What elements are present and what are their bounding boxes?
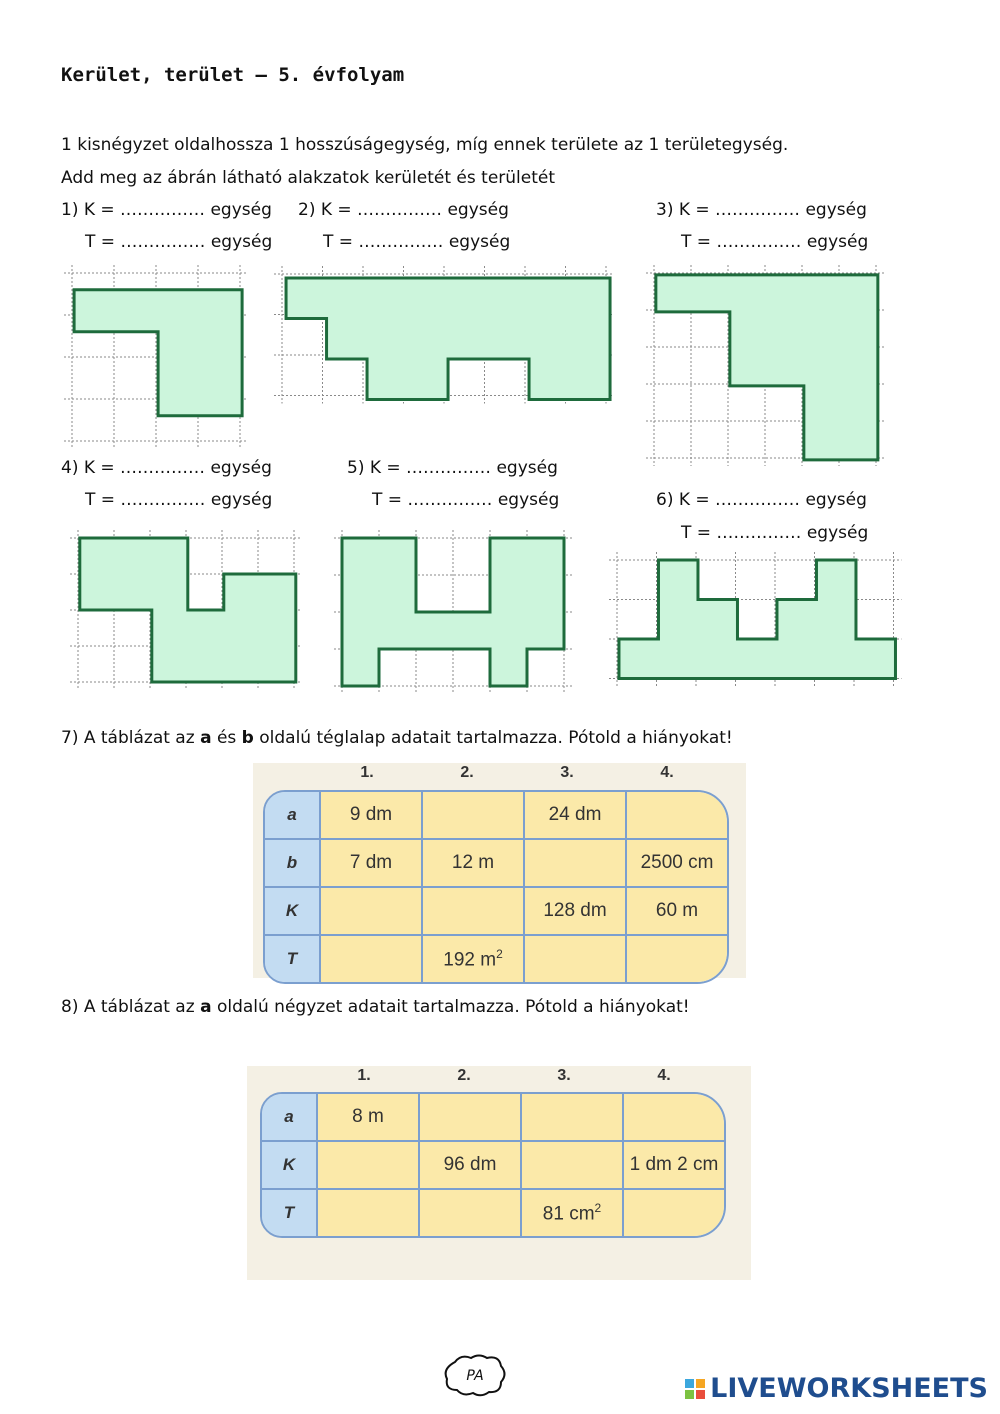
table-8-col-3: 3. xyxy=(557,1067,571,1084)
table-7-cell xyxy=(321,936,423,982)
table-7-cell xyxy=(423,888,525,936)
table-8 xyxy=(260,1092,726,1238)
table-8-row-label: K xyxy=(262,1142,318,1190)
table-7-col-3: 3. xyxy=(560,764,574,781)
table-7-cell: 2500 cm xyxy=(627,840,727,888)
table-7-cell xyxy=(627,792,727,840)
table-8-cell: 96 dm xyxy=(420,1142,522,1190)
table-7-cell: 60 m xyxy=(627,888,727,936)
table-7-cell: 7 dm xyxy=(321,840,423,888)
task-8-text: 8) A táblázat az a oldalú négyzet adatait tartalmazza. Pótold a hiányokat! xyxy=(61,997,690,1017)
table-8-cell xyxy=(420,1190,522,1236)
task-6-perimeter: 6) K = …………… egység xyxy=(656,490,867,510)
shape-6-grid xyxy=(609,552,909,692)
intro-line-2: Add meg az ábrán látható alakzatok kerületét és területét xyxy=(61,168,556,188)
shape-3-grid xyxy=(646,265,896,470)
table-8-cell xyxy=(624,1094,724,1142)
table-7-cell xyxy=(627,936,727,982)
table-8-cell xyxy=(420,1094,522,1142)
table-7-cell: 24 dm xyxy=(525,792,627,840)
task-4-perimeter: 4) K = …………… egység xyxy=(61,458,272,478)
table-7-row xyxy=(265,792,727,840)
table-8-row xyxy=(262,1190,724,1236)
table-7-cell: 9 dm xyxy=(321,792,423,840)
shape-outline xyxy=(80,538,296,682)
table-7-cell: 12 m xyxy=(423,840,525,888)
table-7-row-label: T xyxy=(265,936,321,982)
task-1-area: T = …………… egység xyxy=(85,232,273,252)
table-8-cell: 1 dm 2 cm xyxy=(624,1142,724,1190)
table-7-row-label: b xyxy=(265,840,321,888)
task-3-perimeter: 3) K = …………… egység xyxy=(656,200,867,220)
liveworksheets-logo-icon xyxy=(685,1379,705,1399)
shape-5-grid xyxy=(334,530,574,695)
shape-outline xyxy=(656,275,878,460)
table-8-cell: 81 $cm^2$ xyxy=(522,1190,624,1236)
task-3-area: T = …………… egység xyxy=(681,232,869,252)
table-7 xyxy=(263,790,729,984)
table-8-row-label: a xyxy=(262,1094,318,1142)
table-7-column-headers xyxy=(317,764,717,782)
table-8-cell xyxy=(318,1142,420,1190)
intro-line-1: 1 kisnégyzet oldalhossza 1 hosszúságegység, míg ennek területe az 1 területegység. xyxy=(61,135,789,155)
page-title: Kerület, terület – 5. évfolyam xyxy=(61,64,405,86)
table-7-cell xyxy=(525,936,627,982)
liveworksheets-logo xyxy=(685,1373,988,1404)
table-8-cell xyxy=(522,1094,624,1142)
table-8-row xyxy=(262,1142,724,1190)
table-8-cell xyxy=(522,1142,624,1190)
table-8-column-headers xyxy=(314,1067,714,1085)
task-7-text: 7) A táblázat az a és b oldalú téglalap adatait tartalmazza. Pótold a hiányokat! xyxy=(61,728,733,748)
task-2-perimeter: 2) K = …………… egység xyxy=(298,200,509,220)
pa-badge-icon xyxy=(441,1352,509,1398)
task-4-area: T = …………… egység xyxy=(85,490,273,510)
shape-1-grid xyxy=(64,265,264,435)
table-7-cell xyxy=(525,840,627,888)
table-7-row-label: a xyxy=(265,792,321,840)
table-7-row xyxy=(265,936,727,982)
table-7-cell xyxy=(321,888,423,936)
table-8-row-label: T xyxy=(262,1190,318,1236)
task-5-perimeter: 5) K = …………… egység xyxy=(347,458,558,478)
table-7-cell: 192 $m^2$ xyxy=(423,936,525,982)
table-7-row xyxy=(265,840,727,888)
table-8-col-2: 2. xyxy=(457,1067,471,1084)
table-7-row-label: K xyxy=(265,888,321,936)
task-1-perimeter: 1) K = …………… egység xyxy=(61,200,272,220)
table-8-cell xyxy=(318,1190,420,1236)
table-8-cell: 8 m xyxy=(318,1094,420,1142)
shape-outline xyxy=(619,560,896,679)
table-7-col-1: 1. xyxy=(360,764,374,781)
table-7-col-2: 2. xyxy=(460,764,474,781)
table-7-row xyxy=(265,888,727,936)
table-8-col-4: 4. xyxy=(657,1067,671,1084)
table-8-cell xyxy=(624,1190,724,1236)
task-6-area: T = …………… egység xyxy=(681,523,869,543)
shape-outline xyxy=(286,278,610,400)
shape-outline xyxy=(74,290,242,416)
table-7-cell: 128 dm xyxy=(525,888,627,936)
table-7-cell xyxy=(423,792,525,840)
table-7-col-4: 4. xyxy=(660,764,674,781)
task-2-area: T = …………… egység xyxy=(323,232,511,252)
pa-badge-text: PA xyxy=(466,1368,484,1384)
shape-4-grid xyxy=(70,530,305,690)
task-5-area: T = …………… egység xyxy=(372,490,560,510)
shape-2-grid xyxy=(274,266,619,406)
table-8-col-1: 1. xyxy=(357,1067,371,1084)
table-8-row xyxy=(262,1094,724,1142)
liveworksheets-logo-text: LIVEWORKSHEETS xyxy=(710,1373,988,1404)
